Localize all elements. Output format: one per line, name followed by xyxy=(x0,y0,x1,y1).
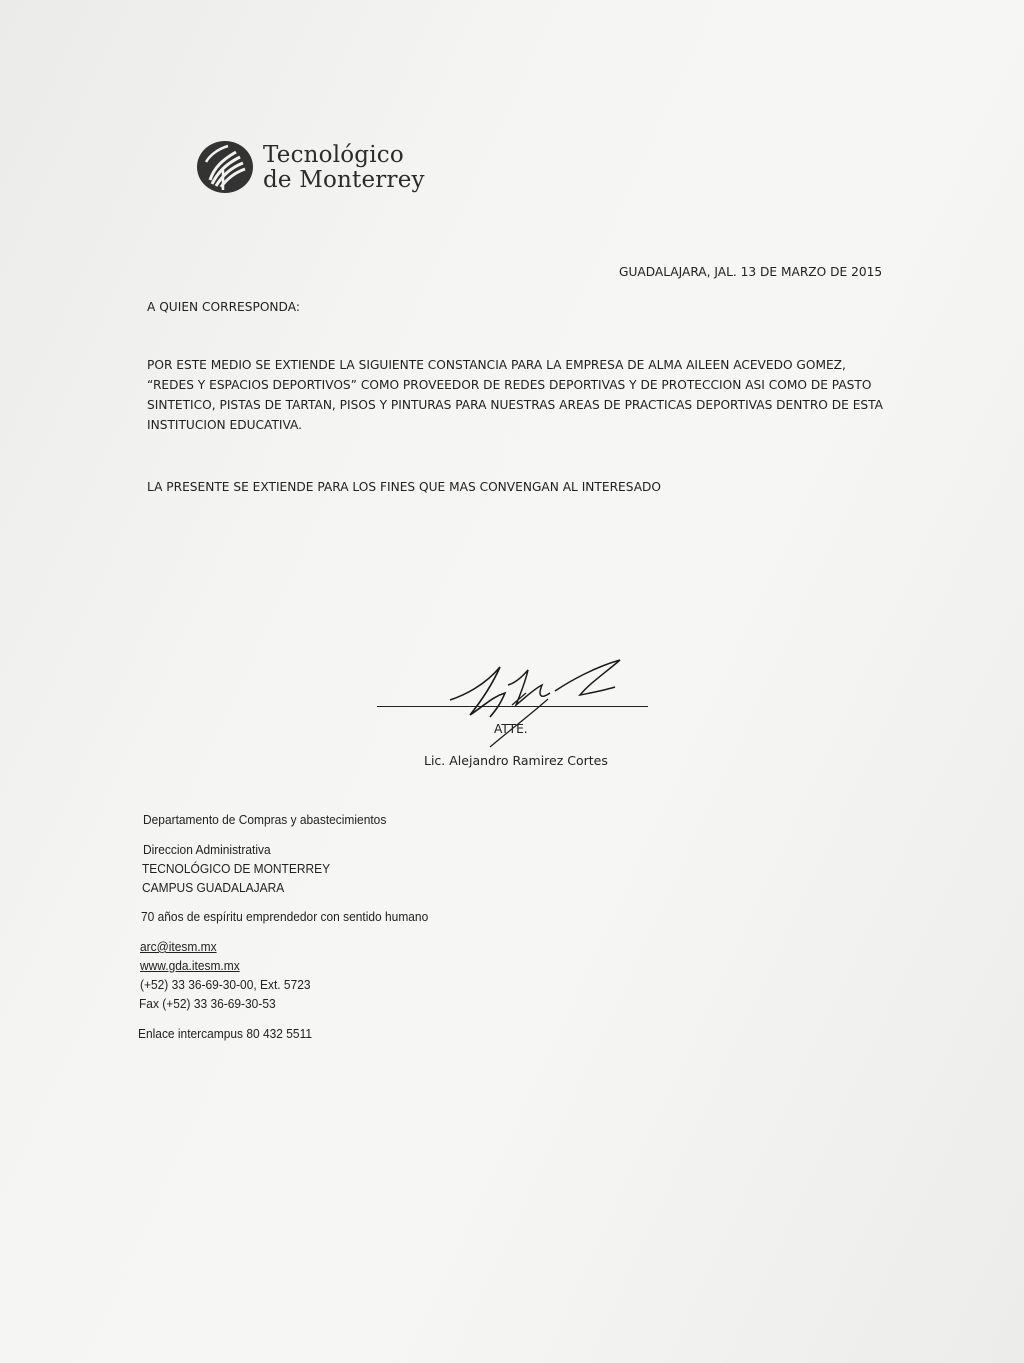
letter-body-line: INSTITUCION EDUCATIVA. xyxy=(147,418,303,432)
letter-closing: LA PRESENTE SE EXTIENDE PARA LOS FINES QUE MAS CONVENGAN AL INTERESADO xyxy=(147,480,662,494)
letter-body-line: SINTETICO, PISTAS DE TARTAN, PISOS Y PINTURAS PARA NUESTRAS AREAS DE PRACTICAS DEPORTIVAS DENTRO DE ESTA xyxy=(147,398,883,412)
signature-line xyxy=(377,706,648,707)
footer-address-line: CAMPUS GUADALAJARA xyxy=(142,880,285,895)
footer-address-line: TECNOLÓGICO DE MONTERREY xyxy=(142,861,331,876)
footer-motto: 70 años de espíritu emprendedor con sentido humano xyxy=(141,909,429,924)
handwritten-signature-icon xyxy=(430,655,670,750)
footer-email-link[interactable]: arc@itesm.mx xyxy=(140,939,217,954)
letter-salutation: A QUIEN CORRESPONDA: xyxy=(147,300,300,314)
logo-wordmark-line1: Tecnológico xyxy=(263,142,404,168)
footer-website-link[interactable]: www.gda.itesm.mx xyxy=(140,958,240,973)
footer-phone: (+52) 33 36-69-30-00, Ext. 5723 xyxy=(140,977,311,992)
logo-emblem-icon xyxy=(196,140,254,194)
signature-atte: ATTE. xyxy=(494,722,528,736)
letter-body-line: POR ESTE MEDIO SE EXTIENDE LA SIGUIENTE CONSTANCIA PARA LA EMPRESA DE ALMA AILEEN ACEVEDO GOMEZ, xyxy=(147,358,846,372)
signer-name: Lic. Alejandro Ramirez Cortes xyxy=(424,753,608,768)
footer-intercampus: Enlace intercampus 80 432 5511 xyxy=(138,1026,312,1041)
footer-fax: Fax (+52) 33 36-69-30-53 xyxy=(139,996,276,1011)
letter-date: GUADALAJARA, JAL. 13 DE MARZO DE 2015 xyxy=(619,265,883,279)
footer-department: Departamento de Compras y abastecimientos xyxy=(143,812,387,827)
footer-address-line: Direccion Administrativa xyxy=(143,842,271,857)
logo-wordmark-line2: de Monterrey xyxy=(263,167,425,193)
letter-body-line: “REDES Y ESPACIOS DEPORTIVOS” COMO PROVEEDOR DE REDES DEPORTIVAS Y DE PROTECCION ASI COMO DE PASTO xyxy=(147,378,872,392)
